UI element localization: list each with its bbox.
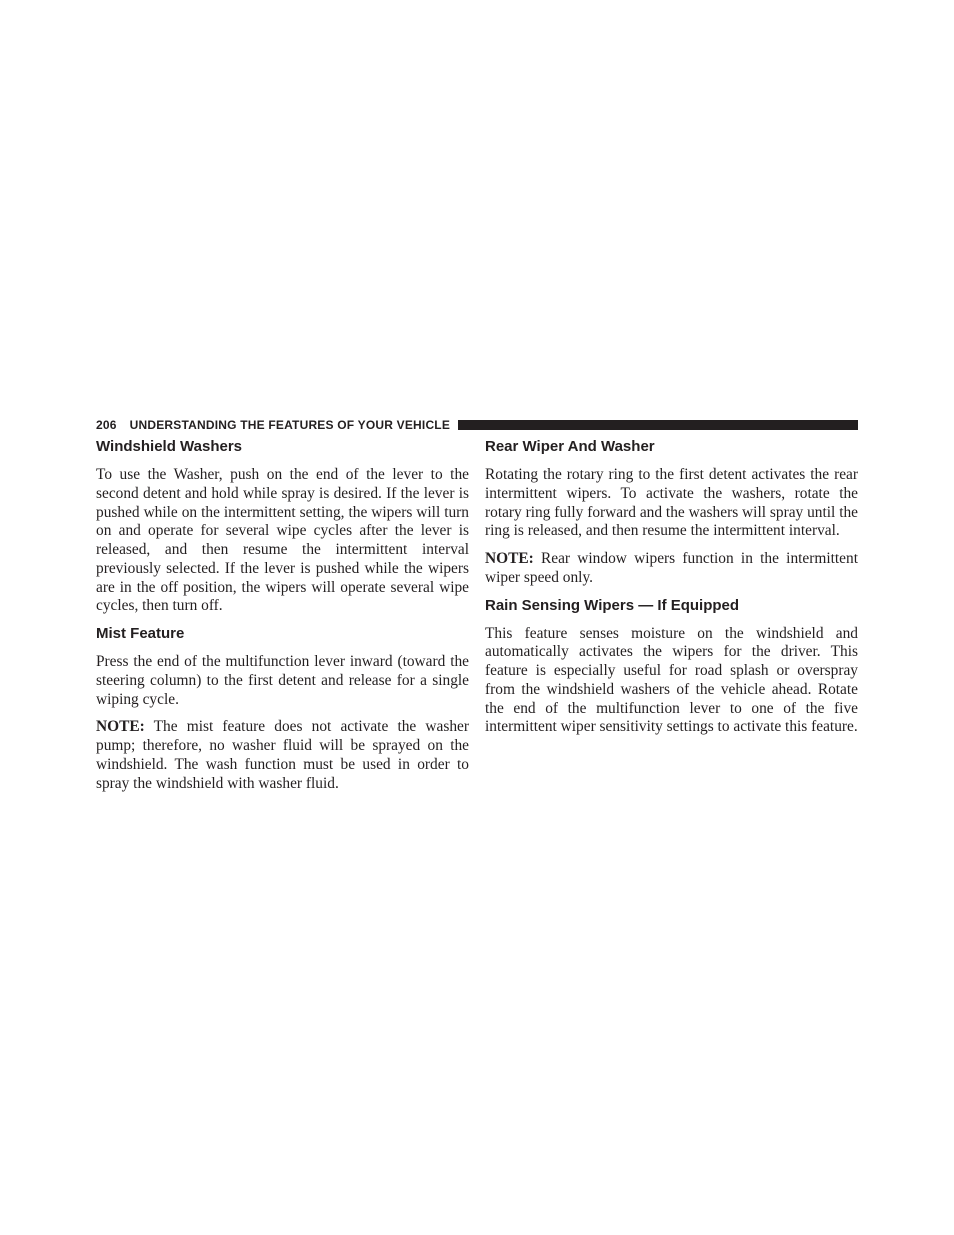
rear-wiper-body: Rotating the rotary ring to the first detent activates the rear intermittent wipers. To activate the washers, rotate the rotary ring fully forward and the washers will spray until the ring is released, and then resume the intermittent interval.: [485, 466, 858, 540]
rain-sensing-body: This feature senses moisture on the windshield and automatically activates the wipers for the driver. This feature is especially useful for road splash or overspray from the windshield washers of the vehicle ahead. Rotate the end of the multifunction lever to one of the five intermittent wiper sensitivity settings to activate this feature.: [485, 624, 858, 736]
mist-feature-note: [96, 718, 469, 793]
note-label: NOTE:: [96, 718, 145, 736]
page-header: [96, 417, 858, 433]
right-column: [485, 438, 858, 746]
note-text: The mist feature does not activate the washer pump; therefore, no washer fluid will be sprayed on the windshield. The wash function must be used in order to spray the windshield with washer fluid.: [96, 718, 469, 792]
rear-wiper-heading: Rear Wiper And Washer: [485, 438, 655, 455]
section-title: UNDERSTANDING THE FEATURES OF YOUR VEHICLE: [129, 418, 451, 432]
page-number: 206: [96, 418, 117, 432]
header-rule: [458, 420, 858, 430]
windshield-washers-heading: Windshield Washers: [96, 438, 243, 455]
mist-feature-heading: Mist Feature: [96, 625, 185, 642]
note-text: Rear window wipers function in the intermittent wiper speed only.: [485, 550, 858, 586]
left-column: [96, 438, 469, 802]
note-label: NOTE:: [485, 550, 534, 567]
mist-feature-body: Press the end of the multifunction lever inward (toward the steering column) to the first detent and release for a single wiping cycle.: [96, 653, 469, 708]
rear-wiper-note: [485, 550, 858, 588]
rain-sensing-heading: Rain Sensing Wipers — If Equipped: [485, 596, 740, 614]
windshield-washers-body: To use the Washer, push on the end of the lever to the second detent and hold while spray is desired. If the lever is pushed while on the intermittent setting, the wipers will turn on and operate for several wipe cycles after the lever is released, and then resume the intermittent interval previously selected. If the lever is pushed while the wipers are in the off position, the wipers will operate several wipe cycles, then turn off.: [96, 466, 469, 615]
